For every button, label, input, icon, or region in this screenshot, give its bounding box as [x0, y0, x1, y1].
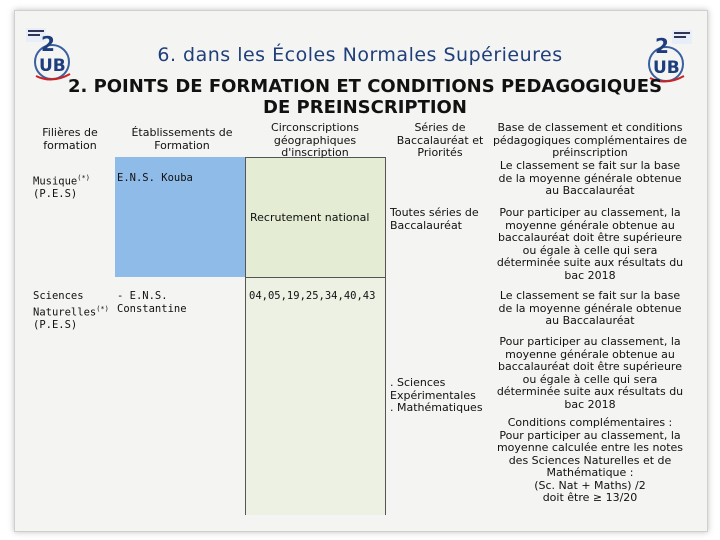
column-divider	[385, 157, 386, 515]
row2-base-1: Le classement se fait sur la base de la moyenne générale obtenue au Baccalauréat	[498, 289, 682, 327]
row1-etablissement: E.N.S. Kouba	[117, 172, 193, 184]
title-line-1: 2. POINTS DE FORMATION ET CONDITIONS PEDAGOGIQUES	[67, 76, 663, 97]
series-item: . Sciences	[390, 376, 446, 389]
row1-filiere	[33, 172, 117, 201]
row2-filiere	[33, 290, 117, 331]
row1-circonscription: Recrutement national	[250, 211, 370, 224]
header-filiere: Filières de formation	[42, 126, 98, 152]
logo-number: 2	[655, 34, 669, 58]
filiere-name: Sciences	[33, 290, 84, 302]
header-base: Base de classement et conditions pédagogiques complémentaires de préinscription	[492, 121, 688, 159]
header-series: Séries de Baccalauréat et Priorités	[396, 121, 484, 159]
logo-letters: UB	[39, 56, 66, 76]
logo-number: 2	[41, 32, 55, 56]
row-divider	[245, 277, 385, 278]
footnote-marker: (*)	[96, 304, 109, 313]
header-circonscriptions: Circonscriptions géographiques d'inscription	[271, 121, 359, 159]
title-line-2: DE PREINSCRIPTION	[263, 97, 467, 118]
filiere-name-2: Naturelles	[33, 306, 97, 318]
row1-base-2: Pour participer au classement, la moyenne générale obtenue au baccalauréat doit être supérieure ou égale à celle qui sera déterminée suite aux résultats du bac 2018	[496, 206, 684, 282]
series-item: . Mathématiques	[390, 401, 483, 414]
logo-letters: UB	[653, 58, 680, 78]
conditions-text: Pour participer au classement, la moyenne calculée entre les notes des Sciences Naturelles et de Mathématique :	[496, 428, 684, 479]
column-divider	[245, 157, 246, 515]
filiere-level: (P.E.S)	[33, 318, 78, 331]
section-subtitle: 6. dans les Écoles Normales Supérieures	[157, 44, 563, 66]
row1-series: Toutes séries de Baccalauréat	[390, 206, 479, 232]
header-etablissements: Établissements de Formation	[131, 126, 233, 152]
conditions-title: Conditions complémentaires :	[507, 416, 673, 429]
row2-series	[390, 377, 490, 415]
page-title	[40, 76, 690, 118]
row1-base-1: Le classement se fait sur la base de la moyenne générale obtenue au Baccalauréat	[498, 159, 682, 197]
filiere-level: (P.E.S)	[33, 188, 78, 200]
row2-etablissement: - E.N.S. Constantine	[117, 290, 187, 315]
conditions-threshold: doit être ≥ 13/20	[542, 491, 638, 504]
row2-circonscription: 04,05,19,25,34,40,43	[249, 290, 376, 302]
row2-base-2: Pour participer au classement, la moyenne générale obtenue au baccalauréat doit être supérieure ou égale à celle qui sera déterminée suite aux résultats du bac 2018	[496, 335, 684, 411]
footnote-marker: (*)	[77, 174, 90, 182]
series-item: Expérimentales	[390, 388, 476, 402]
filiere-name: Musique	[33, 175, 78, 188]
row2-base-3	[492, 417, 688, 505]
conditions-formula: (Sc. Nat + Maths) /2	[534, 478, 646, 492]
